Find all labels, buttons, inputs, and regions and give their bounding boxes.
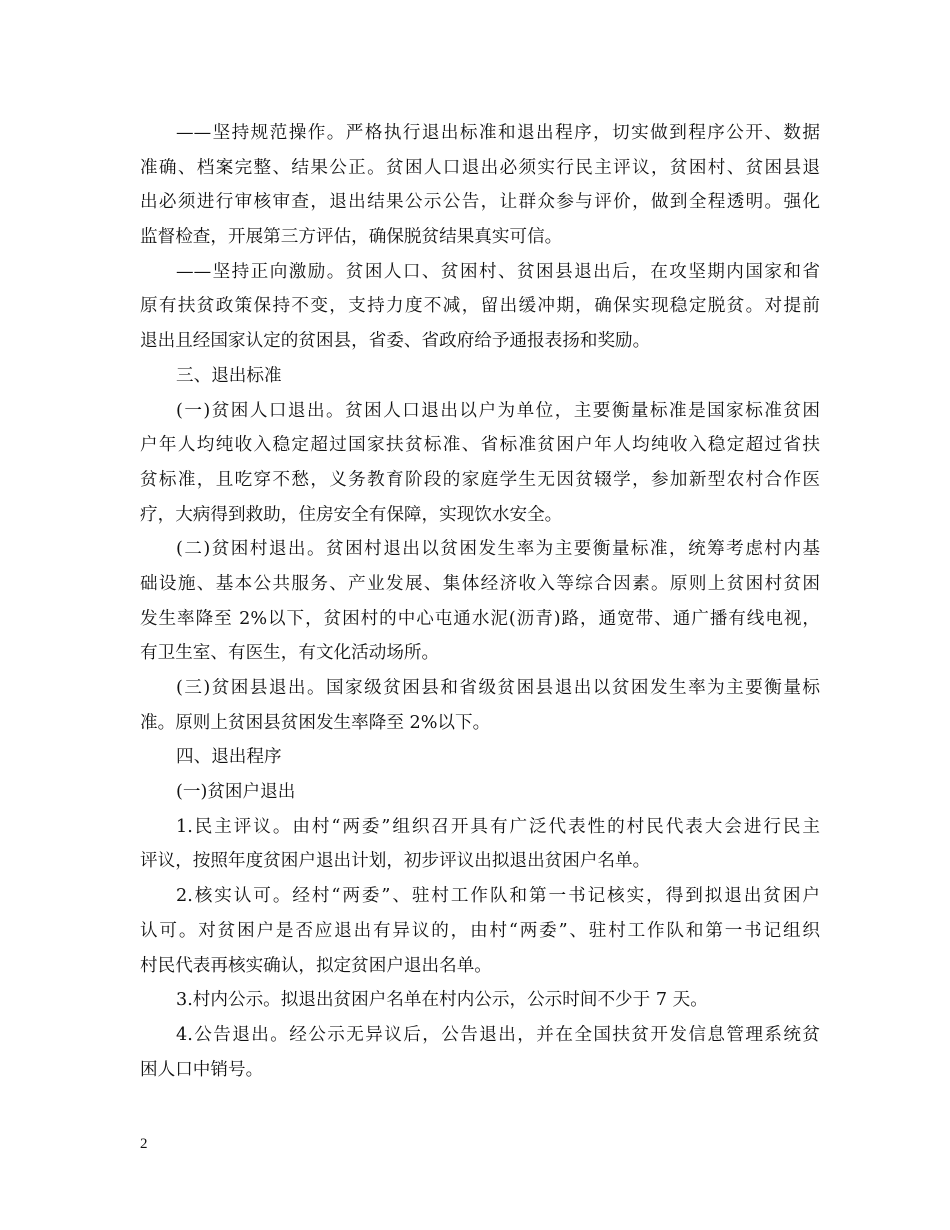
text-line: (一)贫困人口退出。贫困人口退出以户为单位，主要衡量标准是国家标准贫困 [176,400,820,421]
text-line: 贫标准，且吃穿不愁，义务教育阶段的家庭学生无因贫辍学，参加新型农村合作医 [140,469,820,490]
text-line: (二)贫困村退出。贫困村退出以贫困发生率为主要衡量标准，统筹考虑村内基 [176,539,820,560]
text-line: 户年人均纯收入稳定超过国家扶贫标准、省标准贫困户年人均纯收入稳定超过省扶 [140,435,820,456]
text-line: 3.村内公示。拟退出贫困户名单在村内公示，公示时间不少于 7 天。 [176,990,708,1011]
page-number: 2 [140,1136,148,1152]
text-line: 础设施、基本公共服务、产业发展、集体经济收入等综合因素。原则上贫困村贫困 [140,573,820,594]
text-line: 认可。对贫困户是否应退出有异议的，由村“两委”、驻村工作队和第一书记组织 [140,920,820,941]
text-line: 准确、档案完整、结果公正。贫困人口退出必须实行民主评议，贫困村、贫困县退 [140,157,820,178]
text-line: 2.核实认可。经村“两委”、驻村工作队和第一书记核实，得到拟退出贫困户 [176,886,820,907]
text-line: ——坚持正向激励。贫困人口、贫困村、贫困县退出后，在攻坚期内国家和省 [176,261,820,282]
document-body [140,116,820,1087]
text-line: 疗，大病得到救助，住房安全有保障，实现饮水安全。 [140,504,563,525]
text-line: 原有扶贫政策保持不变，支持力度不减，留出缓冲期，确保实现稳定脱贫。对提前 [140,296,820,317]
text-line: 出必须进行审核审查，退出结果公示公告，让群众参与评价，做到全程透明。强化 [140,192,820,213]
text-line: 困人口中销号。 [140,1059,264,1080]
text-line: 监督检查，开展第三方评估，确保脱贫结果真实可信。 [140,227,563,248]
text-line: 四、退出程序 [176,747,282,768]
text-line: 发生率降至 2%以下，贫困村的中心屯通水泥(沥青)路，通宽带、通广播有线电视， [140,608,820,629]
text-line: 准。原则上贫困县贫困发生率降至 2%以下。 [140,712,491,733]
text-line: 1.民主评议。由村“两委”组织召开具有广泛代表性的村民代表大会进行民主 [176,816,820,837]
text-line: ——坚持规范操作。严格执行退出标准和退出程序，切实做到程序公开、数据 [176,123,820,143]
text-line: (三)贫困县退出。国家级贫困县和省级贫困县退出以贫困发生率为主要衡量标 [176,678,820,698]
text-line: 有卫生室、有医生，有文化活动场所。 [140,643,440,664]
text-line: 村民代表再核实确认，拟定贫困户退出名单。 [140,955,492,976]
text-line: 评议，按照年度贫困户退出计划，初步评议出拟退出贫困户名单。 [140,851,651,872]
text-line: 三、退出标准 [176,365,282,386]
text-line: 4.公告退出。经公示无异议后，公告退出，并在全国扶贫开发信息管理系统贫 [176,1024,820,1045]
text-line: (一)贫困户退出 [176,782,296,803]
text-line: 退出且经国家认定的贫困县，省委、省政府给予通报表扬和奖励。 [140,331,651,352]
